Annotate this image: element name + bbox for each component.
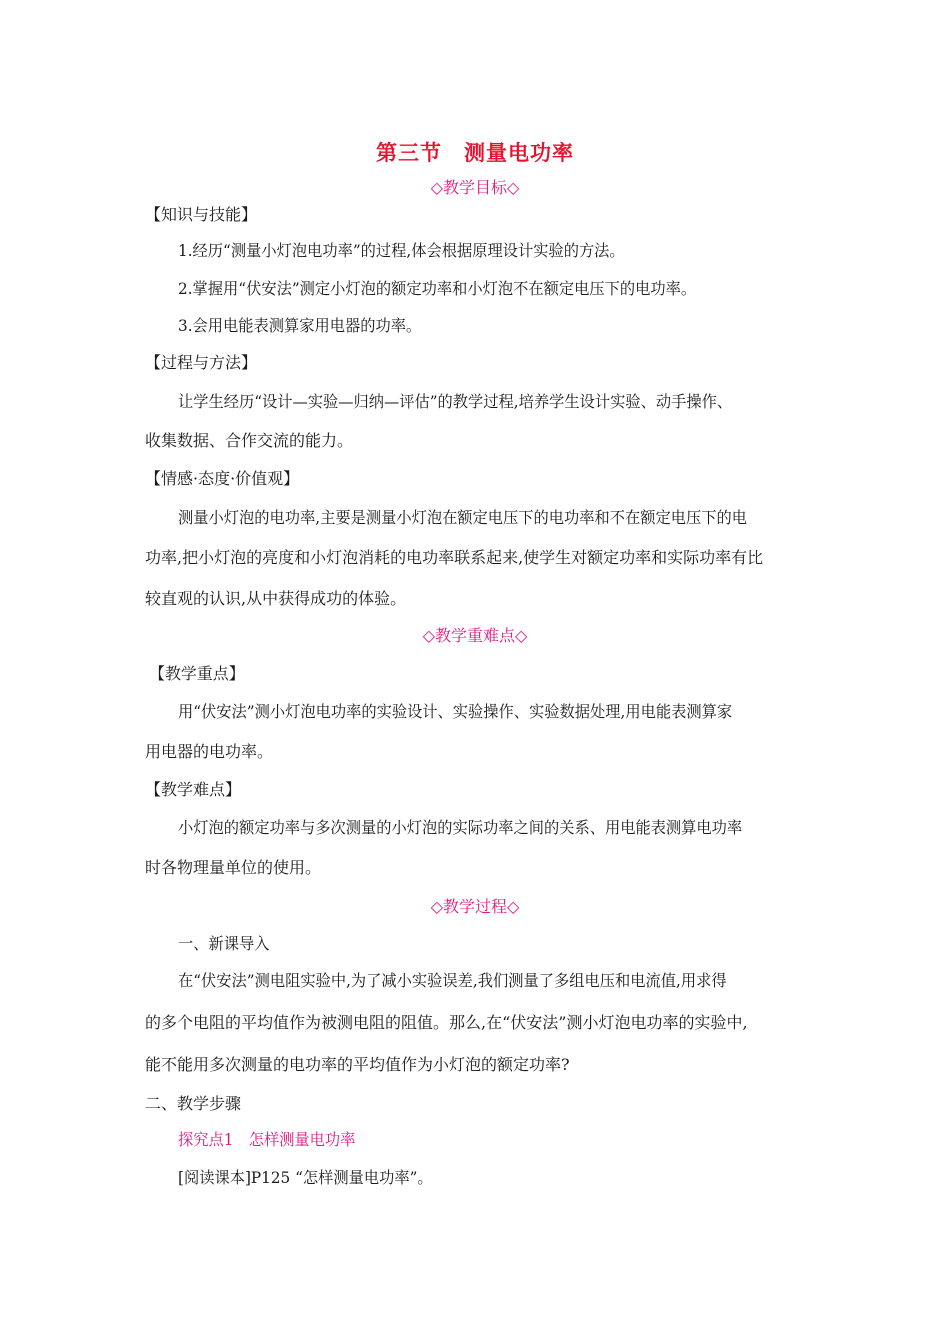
section-heading-process: ◇教学过程◇ [430, 897, 520, 916]
label-new-lesson-intro: 一、新课导入 [178, 934, 270, 953]
label-emotion-values: 【情感·态度·价值观】 [145, 469, 300, 488]
reading-instruction: [阅读课本]P125 “怎样测量电功率”。 [178, 1168, 433, 1187]
emotion-line-3: 较直观的认识,从中获得成功的体验。 [145, 589, 407, 608]
difficulty-line-2: 时各物理量单位的使用。 [145, 858, 322, 877]
intro-line-2: 的多个电阻的平均值作为被测电阻的阻值。那么,在“伏安法”测小灯泡电功率的实验中, [145, 1013, 748, 1032]
intro-line-3: 能不能用多次测量的电功率的平均值作为小灯泡的额定功率? [145, 1055, 570, 1074]
emotion-line-1: 测量小灯泡的电功率,主要是测量小灯泡在额定电压下的电功率和不在额定电压下的电 [178, 508, 748, 527]
process-line-1: 让学生经历“设计—实验—归纳—评估”的教学过程,培养学生设计实验、动手操作、 [178, 392, 733, 411]
goal-item-2: 2.掌握用“伏安法”测定小灯泡的额定功率和小灯泡不在额定电压下的电功率。 [178, 279, 697, 298]
section-heading-keypoints: ◇教学重难点◇ [422, 626, 528, 645]
label-knowledge-skills: 【知识与技能】 [145, 205, 258, 224]
label-teaching-steps: 二、教学步骤 [145, 1094, 242, 1113]
inquiry-point-1: 探究点1 怎样测量电功率 [178, 1130, 356, 1149]
emotion-line-2: 功率,把小灯泡的亮度和小灯泡消耗的电功率联系起来,使学生对额定功率和实际功率有比 [145, 548, 764, 567]
section-heading-goals: ◇教学目标◇ [430, 178, 520, 197]
intro-line-1: 在“伏安法”测电阻实验中,为了减小实验误差,我们测量了多组电压和电流值,用求得 [178, 971, 727, 990]
label-process-method: 【过程与方法】 [145, 353, 258, 372]
process-line-2: 收集数据、合作交流的能力。 [145, 431, 354, 450]
focus-line-1: 用“伏安法”测小灯泡电功率的实验设计、实验操作、实验数据处理,用电能表测算家 [178, 702, 733, 721]
label-teaching-focus: 【教学重点】 [149, 664, 245, 683]
focus-line-2: 用电器的电功率。 [145, 742, 274, 761]
difficulty-line-1: 小灯泡的额定功率与多次测量的小灯泡的实际功率之间的关系、用电能表测算电功率 [178, 818, 743, 837]
page-title: 第三节 测量电功率 [376, 141, 574, 165]
label-teaching-difficulty: 【教学难点】 [145, 780, 242, 799]
goal-item-1: 1.经历“测量小灯泡电功率”的过程,体会根据原理设计实验的方法。 [178, 241, 625, 260]
goal-item-3: 3.会用电能表测算家用电器的功率。 [178, 316, 422, 335]
